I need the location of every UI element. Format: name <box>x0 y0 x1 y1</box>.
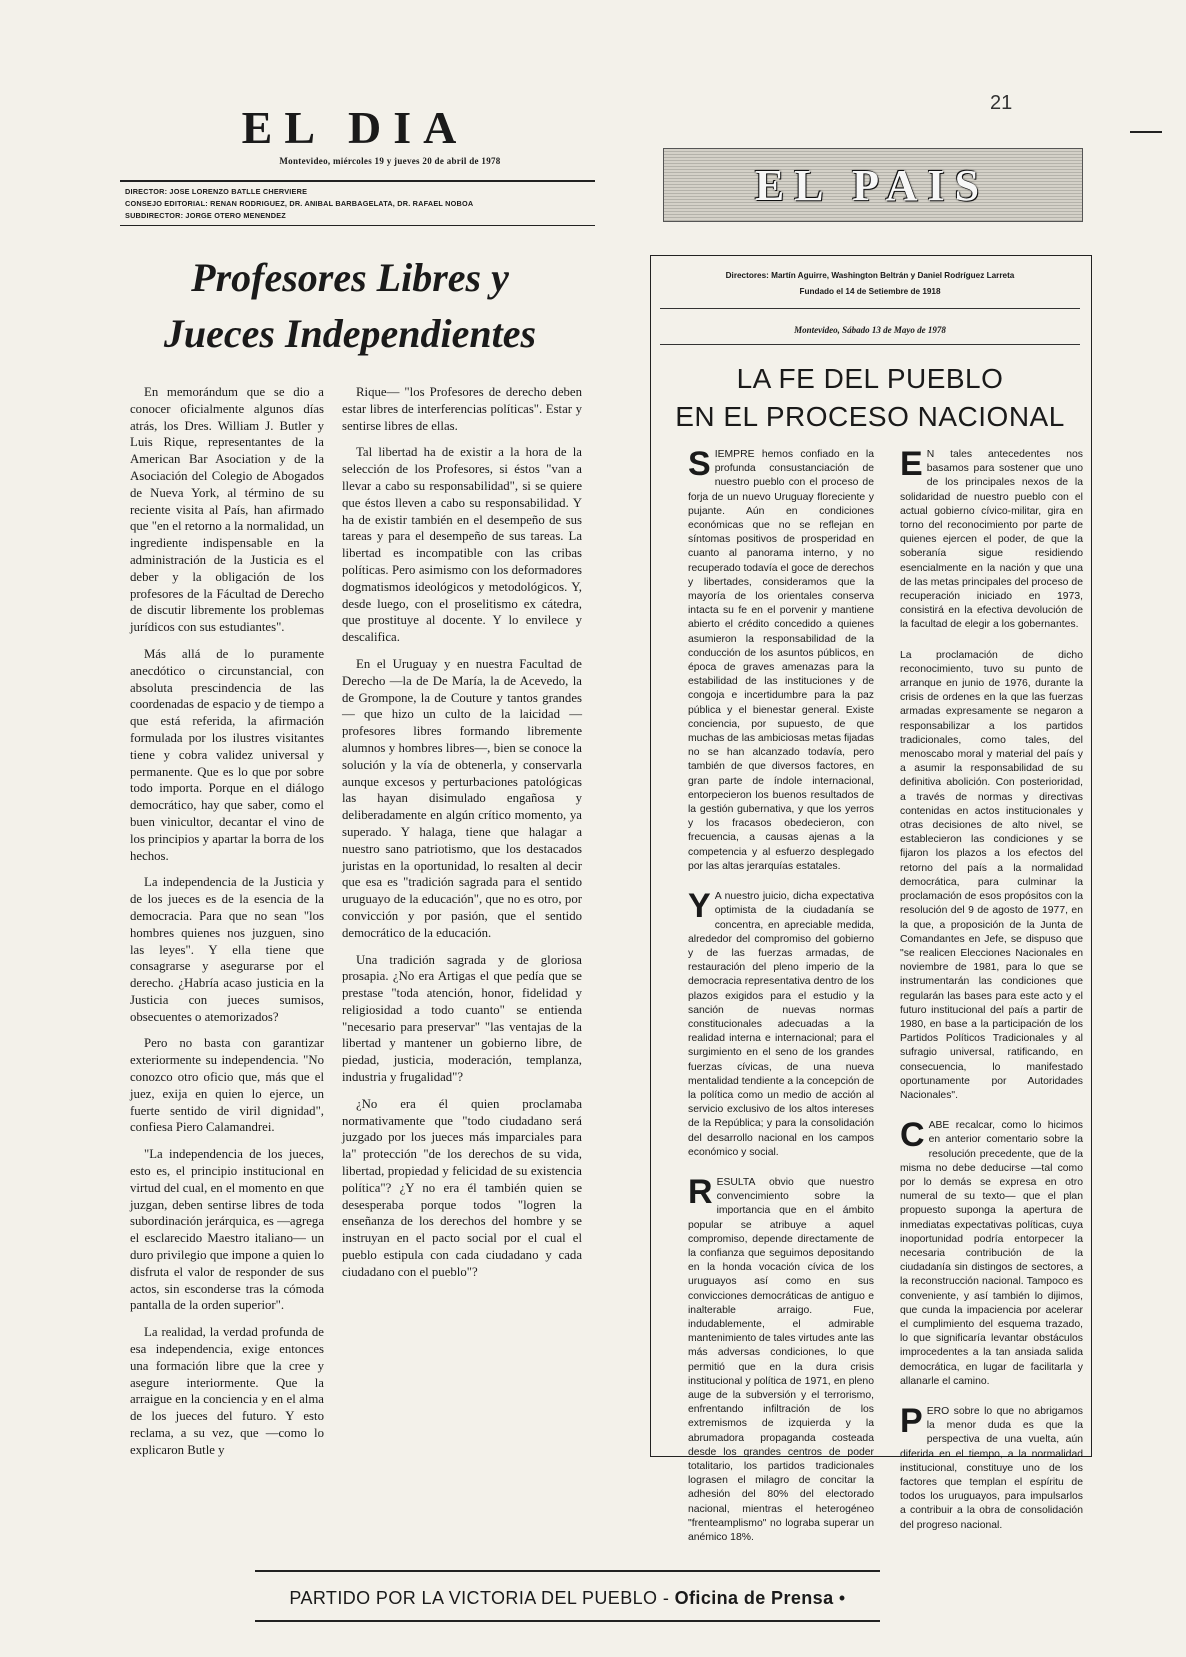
page-number: 21 <box>990 92 1013 114</box>
footer <box>255 1588 880 1609</box>
paragraph-text: ESULTA obvio que nuestro convencimiento sobre la importancia que en el ámbito popular se atribuye a aquel compromiso, depende directamente de la confianza que seguimos depositando en la honda vocación cívica de los uruguayos así como en sus convicciones democráticas de antiguo e inalterable arraigo. Fue, indudablemente, el admirable mantenimiento de tales virtudes ante las más adversas condiciones, lo que permitió que en la dura crisis institucional y política de 1971, en pleno auge de la subversión y el terrorismo, enfrentando infiltración de los extremismos de izquierda y la abrumadora propaganda costeada desde los grandes centros de poder totalitario, los partidos tradicionales lograsen el milagro de concitar la adhesión del 80% del electorado nacional, mientras el heterogéneo "frenteamplismo" no lograba superar un anémico 18%. <box>688 1176 874 1544</box>
footer-rule-top <box>255 1570 880 1572</box>
corner-mark <box>1130 131 1162 133</box>
founded-line: Fundado el 14 de Setiembre de 1918 <box>799 287 941 296</box>
paragraph <box>900 1402 1083 1533</box>
paragraph-text: ERO sobre lo que no abrigamos la menor duda es que la perspectiva de una vuelta, aún diferida en el tiempo, a la normalidad institucional, constituye uno de los factores que templan el espíritu de todos los uruguayos, para impulsarlos a contribuir a la obra de consolidación del progreso nacional. <box>900 1406 1083 1531</box>
paragraph <box>688 887 875 1160</box>
headline-line: Profesores Libres y <box>191 255 509 300</box>
paragraph <box>900 1116 1083 1389</box>
paragraph <box>900 445 1083 633</box>
paragraph: Pero no basta con garantizar exteriormente su independencia. "No conozco otro oficio que, más que el juez, exija en quien lo ejerce, un fuerte sentido de viril dignidad", confiesa Piero Calamandrei. <box>130 1036 324 1135</box>
paragraph-text: N tales antecedentes nos basamos para sostener que uno de los principales nexos de la solidaridad de nuestro pueblo con el actual gobierno cívico-militar, gira en torno del reconocimiento por parte de quienes ejercen el poder, de que la soberanía sigue residiendo esencialmente en la nación y que una de las metas principales del proceso de recuperación iniciado en 1973, consistirá en la efectiva devolución de la facultad de elegir a los gobernantes. <box>900 449 1083 631</box>
paragraph <box>688 1172 874 1545</box>
el-pais-dateline: Montevideo, Sábado 13 de Mayo de 1978 <box>794 325 946 335</box>
el-pais-masthead: EL PAIS <box>754 161 990 210</box>
paragraph-text: La proclamación de dicho reconocimiento, tuvo su punto de arranque en junio de 1976, durante la crisis de ordenes en la que las fuerzas armadas expresamente se negaron a responsabilizar a los partidos tradicionales, como tales, del menoscabo moral y material del país y a asumir la responsabilidad de su definitiva abolición. Con posterioridad, a través de normas y directivas contenidas en actos institucionales y otras decisiones de alto nivel, se establecieron las condiciones y se fijaron los plazos a los efectos del retorno del país a la normalidad democrática, para culminar la proclamación de esos propósitos con la resolución del 9 de agosto de 1977, en la que, a proposición de la Junta de Comandantes en Jefe, se dispuso que "se realicen Elecciones Nacionales en noviembre de 1981, para lo que se instrumentarán las condiciones que regularán las bases para este acto y el futuro institucional del país a partir de 1980, en base a la participación de los Partidos Políticos Tradicionales y al sufragio universal, ratificando, en consecuencia, lo manifestado oportunamente por Autoridades Nacionales". <box>900 649 1083 1101</box>
drop-cap: R <box>688 1172 713 1211</box>
el-pais-column-2 <box>900 445 1083 1549</box>
paragraph-text: A nuestro juicio, dicha expectativa optimista de la ciudadanía se concentra, en apreciable medida, alrededor del compromiso del gobierno y de las fuerzas armadas, de restauración del pleno imperio de la democracia representativa dentro de los plazos exigidos para el estudio y la sanción de nuevas normas constitucionales adecuadas a la realidad interna e internacional; para el surgimiento en el seno de los grandes fuerzas cívicas, de una nueva mentalidad tendiente a la concepción de la política como un medio de acción al servicio exclusivo de los altos intereses de la República; y para la consolidación del desarrollo nacional en los campos económico y social. <box>688 891 875 1158</box>
el-dia-headline <box>100 250 600 362</box>
drop-cap: E <box>900 445 923 483</box>
drop-cap: Y <box>688 887 711 926</box>
paragraph: Rique— "los Profesores de derecho deben estar libres de interferencias políticas". Estar y sentirse libres de ellas. <box>342 385 582 433</box>
paragraph: La independencia de la Justicia y de los jueces es de la esencia de la democracia. Para que no sean "los hombres quienes nos juzguen, sino las leyes". Y ella tiene que consagrarse y asegurarse por el derecho. ¿Habría acaso justicia en la Justicia con jueces sumisos, obsecuentes o atemorizados? <box>130 875 324 1024</box>
footer-office: Oficina de Prensa <box>674 1588 834 1608</box>
el-pais-directors <box>660 268 1080 300</box>
paragraph: Tal libertad ha de existir a la hora de la selección de los Profesores, si éstos "van a llevar a cabo su responsabilidad", si se quiere que éstos lleven a cabo su responsabilidad. Y ha de existir también en el desempeño de sus tareas y para el desempeño de sus tareas. La libertad es incompatible con las cribas políticas. Pero asimismo con los deformadores dogmatismos ideológicos y metodológicos. Y, desde luego, con el proselitismo ex cátedra, que prostituye al docente. Y lo envilece y descalifica. <box>342 445 582 645</box>
paragraph: En memorándum que se dio a conocer oficialmente algunos días atrás, los Dres. William J. Butler y Luis Rique, representantes de la American Bar Asociation y de la Asociación del Colegio de Abogados de Nueva York, al término de su reciente visita al País, han afirmado que "en el retorno a la normalidad, un ingrediente indispensable en la administración de la Justicia es el deber y la obligación de los profesores de la Fácultad de Derecho de discutir libremente los problemas jurídicos con sus estudiantes". <box>130 385 324 635</box>
paragraph <box>900 649 1083 1104</box>
staff-editorial: CONSEJO EDITORIAL: RENAN RODRIGUEZ, DR. ANIBAL BARBAGELATA, DR. RAFAEL NOBOA <box>125 199 474 208</box>
el-dia-dateline: Montevideo, miércoles 19 y jueves 20 de abril de 1978 <box>279 156 501 166</box>
divider <box>120 180 595 182</box>
paragraph: ¿No era él quien proclamaba normativamente que "todo ciudadano será juzgado por los jueces más imparciales para la" protección "de los derechos de su vida, libertad, propiedad y felicidad de su existencia política"? ¿Y no era él también quien se desesperaba porque todos "logren la enseñanza de los derechos del hombre y se instruyan en el pacto social por el cual el pueblo estipula con cada ciudadano y cada ciudadano con el pueblo"? <box>342 1096 582 1279</box>
paragraph <box>688 445 875 874</box>
el-pais-column-1 <box>688 445 875 1561</box>
paragraph: "La independencia de los jueces, esto es, el principio institucional en virtud del cual, en el momento en que juzgan, deben sentirse libres de toda subordinación jerárquica, es —agrega el esclarecido Maestro italiano— un duro privilegio que impone a quien lo disfruta el valor de responder de sus actos, sin esconderse tras la cómoda pantalla de la orden superior". <box>130 1147 325 1313</box>
headline-line: Jueces Independientes <box>163 311 537 356</box>
paragraph: Una tradición sagrada y de gloriosa prosapia. ¿No era Artigas el que pedía que se prestase "toda atención, honor, fidelidad y religiosidad a todo cuanto" se entienda "necesario para preservar" "las ventajas de la libertad y mantener un gobierno libre, de piedad, justicia, moderación, templanza, industria y frugalidad"? <box>342 952 582 1085</box>
headline-line: EN EL PROCESO NACIONAL <box>675 401 1065 432</box>
el-dia-column-1 <box>130 384 324 1469</box>
drop-cap: S <box>688 445 711 483</box>
divider <box>660 344 1080 345</box>
footer-party: PARTIDO POR LA VICTORIA DEL PUEBLO - <box>289 1588 675 1608</box>
el-dia-column-2 <box>342 384 582 1291</box>
footer-rule-bottom <box>255 1620 880 1622</box>
staff-director: DIRECTOR: JOSE LORENZO BATLLE CHERVIERE <box>125 187 308 196</box>
el-dia-masthead: EL DIA <box>241 102 469 153</box>
footer-mark: • <box>838 1588 846 1608</box>
staff-subdirector: SUBDIRECTOR: JORGE OTERO MENENDEZ <box>125 211 286 220</box>
drop-cap: C <box>900 1116 925 1155</box>
el-pais-headline <box>660 360 1080 436</box>
paragraph: Más allá de lo puramente anecdótico o circunstancial, con absoluta prescindencia de las coordenadas de espacio y de tiempo a que está referida, la afirmación formulada por los ilustres visitantes tiene y cobra validez universal y permanente. Que es lo que por sobre todo importa. Porque en el diálogo democrático, hay que saber, como el buen vinicultor, decantar el vino de los principios y apartar la borra de los hechos. <box>130 646 324 863</box>
paragraph: En el Uruguay y en nuestra Facultad de Derecho —la de De María, la de Acevedo, la de Grompone, la de Couture y tantos grandes— que hizo un culto de la laicidad —profesores libres formando libremente alumnos y hombres libres—, bien se conoce la solución y la vía de obtenerla, y conservarla aunque excesos y perturbaciones patológicas las hayan disimulado engañosa y deliberadamente en algún crítico momento, ya superado. Y halaga, tiene que halagar a nuestro sano patriotismo, que los destacados juristas en la oportunidad, lo resalten al decir que esa es "tradición sagrada para el sentido uruguayo de la educación", que no es otro, por convicción y por pasión, que el sentido democrático de la educación. <box>342 656 582 940</box>
divider <box>120 225 595 226</box>
paragraph-text: IEMPRE hemos confiado en la profunda consustanciación de nuestro pueblo con el proceso de forja de un nuevo Uruguay floreciente y pujante. Aún en condiciones económicas que no se reflejan en síntomas positivos de prosperidad en cuanto al panorama interno, y no recuperado todavía el goce de derechos y libertades, consideramos que la mayoría de los orientales conserva intacta su fe en el porvenir y mantiene abierto el crédito concedido a quienes asumieron la responsabilidad de la conducción de los asuntos públicos, en época de graves amenazas para la estabilidad de las instituciones y de congoja e incertidumbre para la paz pública y el bienestar general. Existe conciencia, por supuesto, de que muchas de las ambiciosas metas fijadas no se han alcanzado todavía, pero también de que diversos factores, en gran parte de índole internacional, entorpecieron los buenos resultados de la gestión gubernativa, y que los yerros y los fracasos obedecieron, con frecuencia, a causas ajenas a la competencia y al esfuerzo desplegado por las altas jerarquías estatales. <box>688 449 875 872</box>
paragraph-text: ABE recalcar, como lo hicimos en anterior comentario sobre la resolución precedente, que de la misma no debe deducirse —tal como por lo demás se expresa en otro numeral de su texto— que el plan propuesto suponga la apertura de inmediatas expectativas políticas, cuya inoportunidad podría entorpecer la necesaria contribución de la ciudadanía sin distingos de sectores, a la reconstrucción nacional. Tampoco es conveniente, y así también lo dijimos, que cunda la impaciencia por acelerar el cumplimiento del esquema trazado, lo que significaría levantar obstáculos improcedentes a la tan ansiada salida democrática, en lugar de facilitarla y allanarle el camino. <box>900 1120 1083 1387</box>
divider <box>660 308 1080 309</box>
directors-line: Directores: Martín Aguirre, Washington Beltrán y Daniel Rodríguez Larreta <box>725 271 1015 280</box>
paragraph: La realidad, la verdad profunda de esa independencia, exige entonces una formación libre que la cree y asegure interiormente. Que la arraigue en la conciencia y en el alma de los jueces del futuro. Y esto reclama, a su vez, que —como lo explicaron Butle y <box>130 1325 324 1457</box>
headline-line: LA FE DEL PUEBLO <box>736 363 1004 394</box>
drop-cap: P <box>900 1402 923 1440</box>
